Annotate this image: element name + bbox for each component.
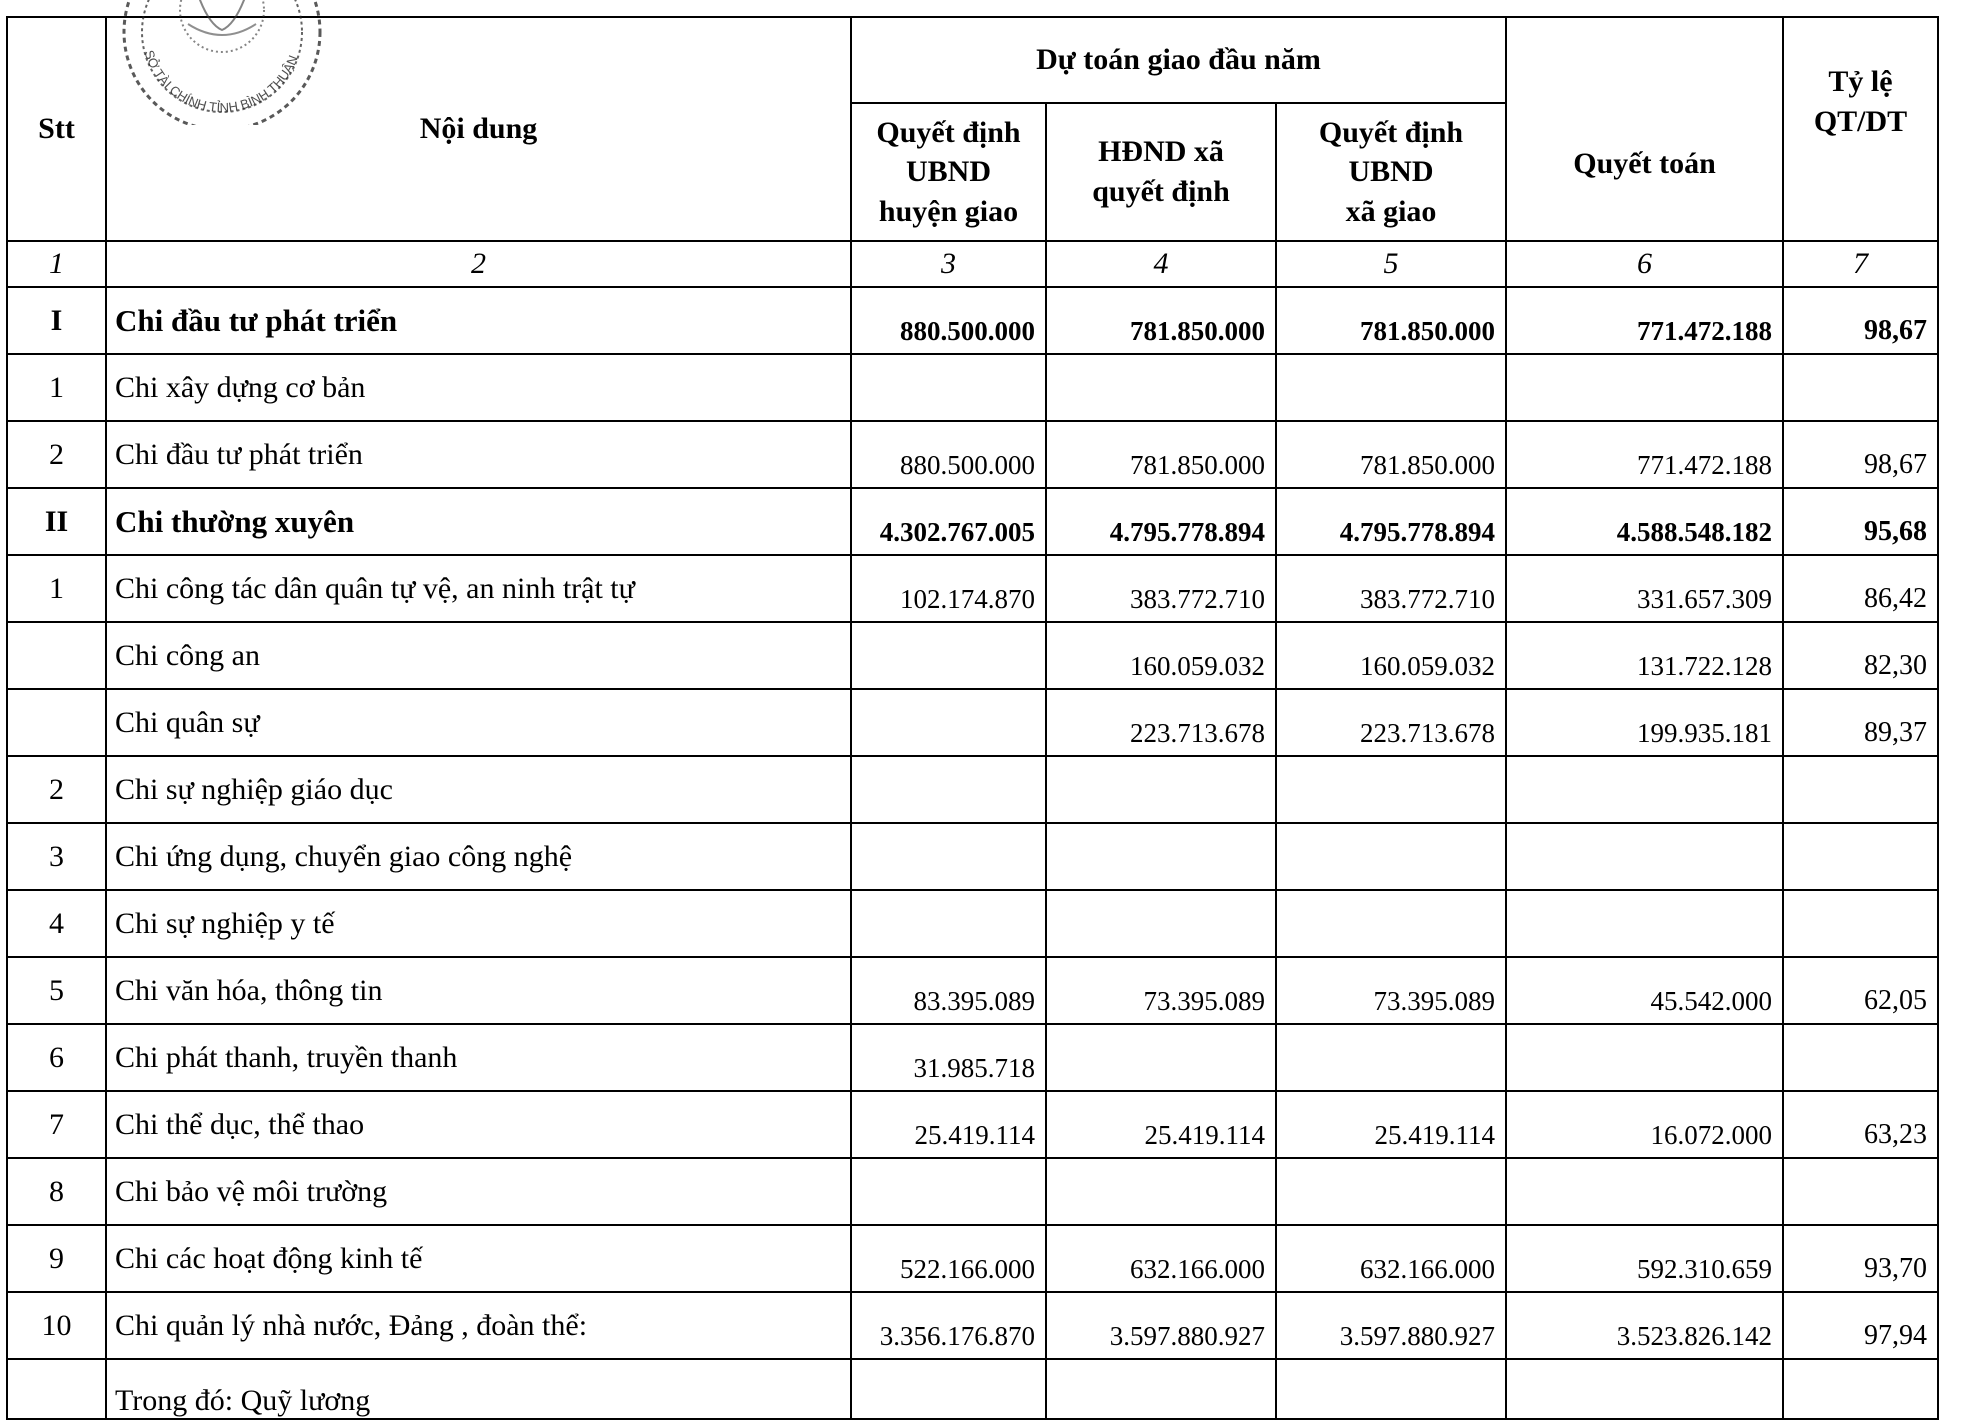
commune-decision-value: 73.395.089 xyxy=(1276,957,1506,1024)
settlement-value xyxy=(1506,823,1783,890)
row-description: Chi công an xyxy=(106,622,851,689)
row-number: 8 xyxy=(7,1158,106,1225)
column-number: 2 xyxy=(106,241,851,287)
settlement-value: 771.472.188 xyxy=(1506,421,1783,488)
header-ratio: Tỷ lệ QT/DT xyxy=(1783,17,1938,241)
row-number xyxy=(7,1359,106,1419)
ratio-value: 82,30 xyxy=(1783,622,1938,689)
row-number: 2 xyxy=(7,756,106,823)
row-number: I xyxy=(7,287,106,354)
settlement-value: 771.472.188 xyxy=(1506,287,1783,354)
row-description: Chi thể dục, thể thao xyxy=(106,1091,851,1158)
budget-settlement-table xyxy=(6,16,1939,1420)
column-number: 3 xyxy=(851,241,1046,287)
column-number: 4 xyxy=(1046,241,1276,287)
header-district-decision: Quyết định UBND huyện giao xyxy=(851,103,1046,241)
commune-decision-value xyxy=(1276,1024,1506,1091)
district-decision-value xyxy=(851,1359,1046,1419)
district-decision-value xyxy=(851,823,1046,890)
row-number: 10 xyxy=(7,1292,106,1359)
row-number xyxy=(7,689,106,756)
row-description: Chi quân sự xyxy=(106,689,851,756)
column-number: 5 xyxy=(1276,241,1506,287)
settlement-value xyxy=(1506,354,1783,421)
settlement-value: 45.542.000 xyxy=(1506,957,1783,1024)
commune-decision-value xyxy=(1276,1359,1506,1419)
ratio-value xyxy=(1783,1024,1938,1091)
settlement-value xyxy=(1506,1359,1783,1419)
commune-decision-value xyxy=(1276,1158,1506,1225)
row-description: Chi bảo vệ môi trường xyxy=(106,1158,851,1225)
row-number: 3 xyxy=(7,823,106,890)
row-description: Chi đầu tư phát triển xyxy=(106,287,851,354)
council-decision-value: 781.850.000 xyxy=(1046,287,1276,354)
council-decision-value: 4.795.778.894 xyxy=(1046,488,1276,555)
row-number: 9 xyxy=(7,1225,106,1292)
row-description: Chi các hoạt động kinh tế xyxy=(106,1225,851,1292)
settlement-value xyxy=(1506,1158,1783,1225)
commune-decision-value xyxy=(1276,756,1506,823)
district-decision-value: 83.395.089 xyxy=(851,957,1046,1024)
ratio-value: 95,68 xyxy=(1783,488,1938,555)
district-decision-value xyxy=(851,1158,1046,1225)
district-decision-value xyxy=(851,756,1046,823)
settlement-value xyxy=(1506,1024,1783,1091)
table-row xyxy=(7,1024,1938,1091)
settlement-value: 4.588.548.182 xyxy=(1506,488,1783,555)
table-row xyxy=(7,1158,1938,1225)
commune-decision-value: 781.850.000 xyxy=(1276,287,1506,354)
table-row xyxy=(7,689,1938,756)
settlement-value: 16.072.000 xyxy=(1506,1091,1783,1158)
ratio-value: 98,67 xyxy=(1783,287,1938,354)
seal-text: SỞ TÀI CHÍNH TỈNH BÌNH THUẬN xyxy=(141,48,301,116)
commune-decision-value: 25.419.114 xyxy=(1276,1091,1506,1158)
commune-decision-value xyxy=(1276,890,1506,957)
table-row xyxy=(7,957,1938,1024)
row-description: Chi đầu tư phát triển xyxy=(106,421,851,488)
district-decision-value: 25.419.114 xyxy=(851,1091,1046,1158)
column-number: 1 xyxy=(7,241,106,287)
header-budget-group: Dự toán giao đầu năm xyxy=(851,17,1506,103)
council-decision-value xyxy=(1046,1359,1276,1419)
ratio-value xyxy=(1783,756,1938,823)
commune-decision-value: 383.772.710 xyxy=(1276,555,1506,622)
header-commune-decision: Quyết định UBND xã giao xyxy=(1276,103,1506,241)
district-decision-value xyxy=(851,689,1046,756)
row-description: Chi ứng dụng, chuyển giao công nghệ xyxy=(106,823,851,890)
council-decision-value xyxy=(1046,756,1276,823)
table-row xyxy=(7,287,1938,354)
table-row xyxy=(7,890,1938,957)
district-decision-value: 880.500.000 xyxy=(851,287,1046,354)
commune-decision-value xyxy=(1276,354,1506,421)
district-decision-value: 3.356.176.870 xyxy=(851,1292,1046,1359)
table-row xyxy=(7,354,1938,421)
council-decision-value: 223.713.678 xyxy=(1046,689,1276,756)
header-council-decision: HĐND xã quyết định xyxy=(1046,103,1276,241)
commune-decision-value: 223.713.678 xyxy=(1276,689,1506,756)
commune-decision-value: 632.166.000 xyxy=(1276,1225,1506,1292)
row-number: 5 xyxy=(7,957,106,1024)
row-number: 1 xyxy=(7,555,106,622)
commune-decision-value xyxy=(1276,823,1506,890)
row-number xyxy=(7,622,106,689)
column-number-row xyxy=(7,241,1938,287)
council-decision-value: 73.395.089 xyxy=(1046,957,1276,1024)
ratio-value xyxy=(1783,354,1938,421)
column-number: 7 xyxy=(1783,241,1938,287)
district-decision-value: 522.166.000 xyxy=(851,1225,1046,1292)
ratio-value: 63,23 xyxy=(1783,1091,1938,1158)
row-number: 6 xyxy=(7,1024,106,1091)
commune-decision-value: 3.597.880.927 xyxy=(1276,1292,1506,1359)
ratio-value: 62,05 xyxy=(1783,957,1938,1024)
district-decision-value xyxy=(851,622,1046,689)
table-row xyxy=(7,823,1938,890)
row-description: Chi phát thanh, truyền thanh xyxy=(106,1024,851,1091)
row-number: II xyxy=(7,488,106,555)
ratio-value xyxy=(1783,823,1938,890)
council-decision-value xyxy=(1046,823,1276,890)
table-row xyxy=(7,1225,1938,1292)
row-number: 7 xyxy=(7,1091,106,1158)
ratio-value xyxy=(1783,1158,1938,1225)
council-decision-value: 383.772.710 xyxy=(1046,555,1276,622)
settlement-value xyxy=(1506,890,1783,957)
ratio-value: 97,94 xyxy=(1783,1292,1938,1359)
settlement-value: 592.310.659 xyxy=(1506,1225,1783,1292)
council-decision-value xyxy=(1046,1158,1276,1225)
council-decision-value: 25.419.114 xyxy=(1046,1091,1276,1158)
row-description: Chi văn hóa, thông tin xyxy=(106,957,851,1024)
row-number: 1 xyxy=(7,354,106,421)
ratio-value xyxy=(1783,1359,1938,1419)
row-description: Chi xây dựng cơ bản xyxy=(106,354,851,421)
table-row xyxy=(7,421,1938,488)
header-stt: Stt xyxy=(7,17,106,241)
settlement-value xyxy=(1506,756,1783,823)
table-row xyxy=(7,622,1938,689)
district-decision-value: 31.985.718 xyxy=(851,1024,1046,1091)
table-row xyxy=(7,1292,1938,1359)
district-decision-value: 102.174.870 xyxy=(851,555,1046,622)
table-row xyxy=(7,1359,1938,1419)
council-decision-value xyxy=(1046,354,1276,421)
row-number: 4 xyxy=(7,890,106,957)
row-description: Chi thường xuyên xyxy=(106,488,851,555)
district-decision-value xyxy=(851,890,1046,957)
ratio-value xyxy=(1783,890,1938,957)
ratio-value: 93,70 xyxy=(1783,1225,1938,1292)
column-number: 6 xyxy=(1506,241,1783,287)
commune-decision-value: 160.059.032 xyxy=(1276,622,1506,689)
row-description: Chi sự nghiệp giáo dục xyxy=(106,756,851,823)
table-body xyxy=(7,287,1938,1419)
table-row xyxy=(7,488,1938,555)
settlement-value: 199.935.181 xyxy=(1506,689,1783,756)
row-description: Trong đó: Quỹ lương xyxy=(106,1359,851,1419)
council-decision-value: 632.166.000 xyxy=(1046,1225,1276,1292)
commune-decision-value: 4.795.778.894 xyxy=(1276,488,1506,555)
table-row xyxy=(7,555,1938,622)
row-number: 2 xyxy=(7,421,106,488)
ratio-value: 98,67 xyxy=(1783,421,1938,488)
council-decision-value: 781.850.000 xyxy=(1046,421,1276,488)
council-decision-value xyxy=(1046,890,1276,957)
row-description: Chi công tác dân quân tự vệ, an ninh trật tự xyxy=(106,555,851,622)
district-decision-value xyxy=(851,354,1046,421)
settlement-value: 131.722.128 xyxy=(1506,622,1783,689)
council-decision-value: 3.597.880.927 xyxy=(1046,1292,1276,1359)
table-row xyxy=(7,756,1938,823)
district-decision-value: 880.500.000 xyxy=(851,421,1046,488)
row-description: Chi quản lý nhà nước, Đảng , đoàn thể: xyxy=(106,1292,851,1359)
commune-decision-value: 781.850.000 xyxy=(1276,421,1506,488)
settlement-value: 3.523.826.142 xyxy=(1506,1292,1783,1359)
ratio-value: 89,37 xyxy=(1783,689,1938,756)
ratio-value: 86,42 xyxy=(1783,555,1938,622)
table-row xyxy=(7,1091,1938,1158)
council-decision-value xyxy=(1046,1024,1276,1091)
settlement-value: 331.657.309 xyxy=(1506,555,1783,622)
header-content: Nội dung xyxy=(106,17,851,241)
district-decision-value: 4.302.767.005 xyxy=(851,488,1046,555)
row-description: Chi sự nghiệp y tế xyxy=(106,890,851,957)
header-settlement: Quyết toán xyxy=(1506,17,1783,241)
council-decision-value: 160.059.032 xyxy=(1046,622,1276,689)
